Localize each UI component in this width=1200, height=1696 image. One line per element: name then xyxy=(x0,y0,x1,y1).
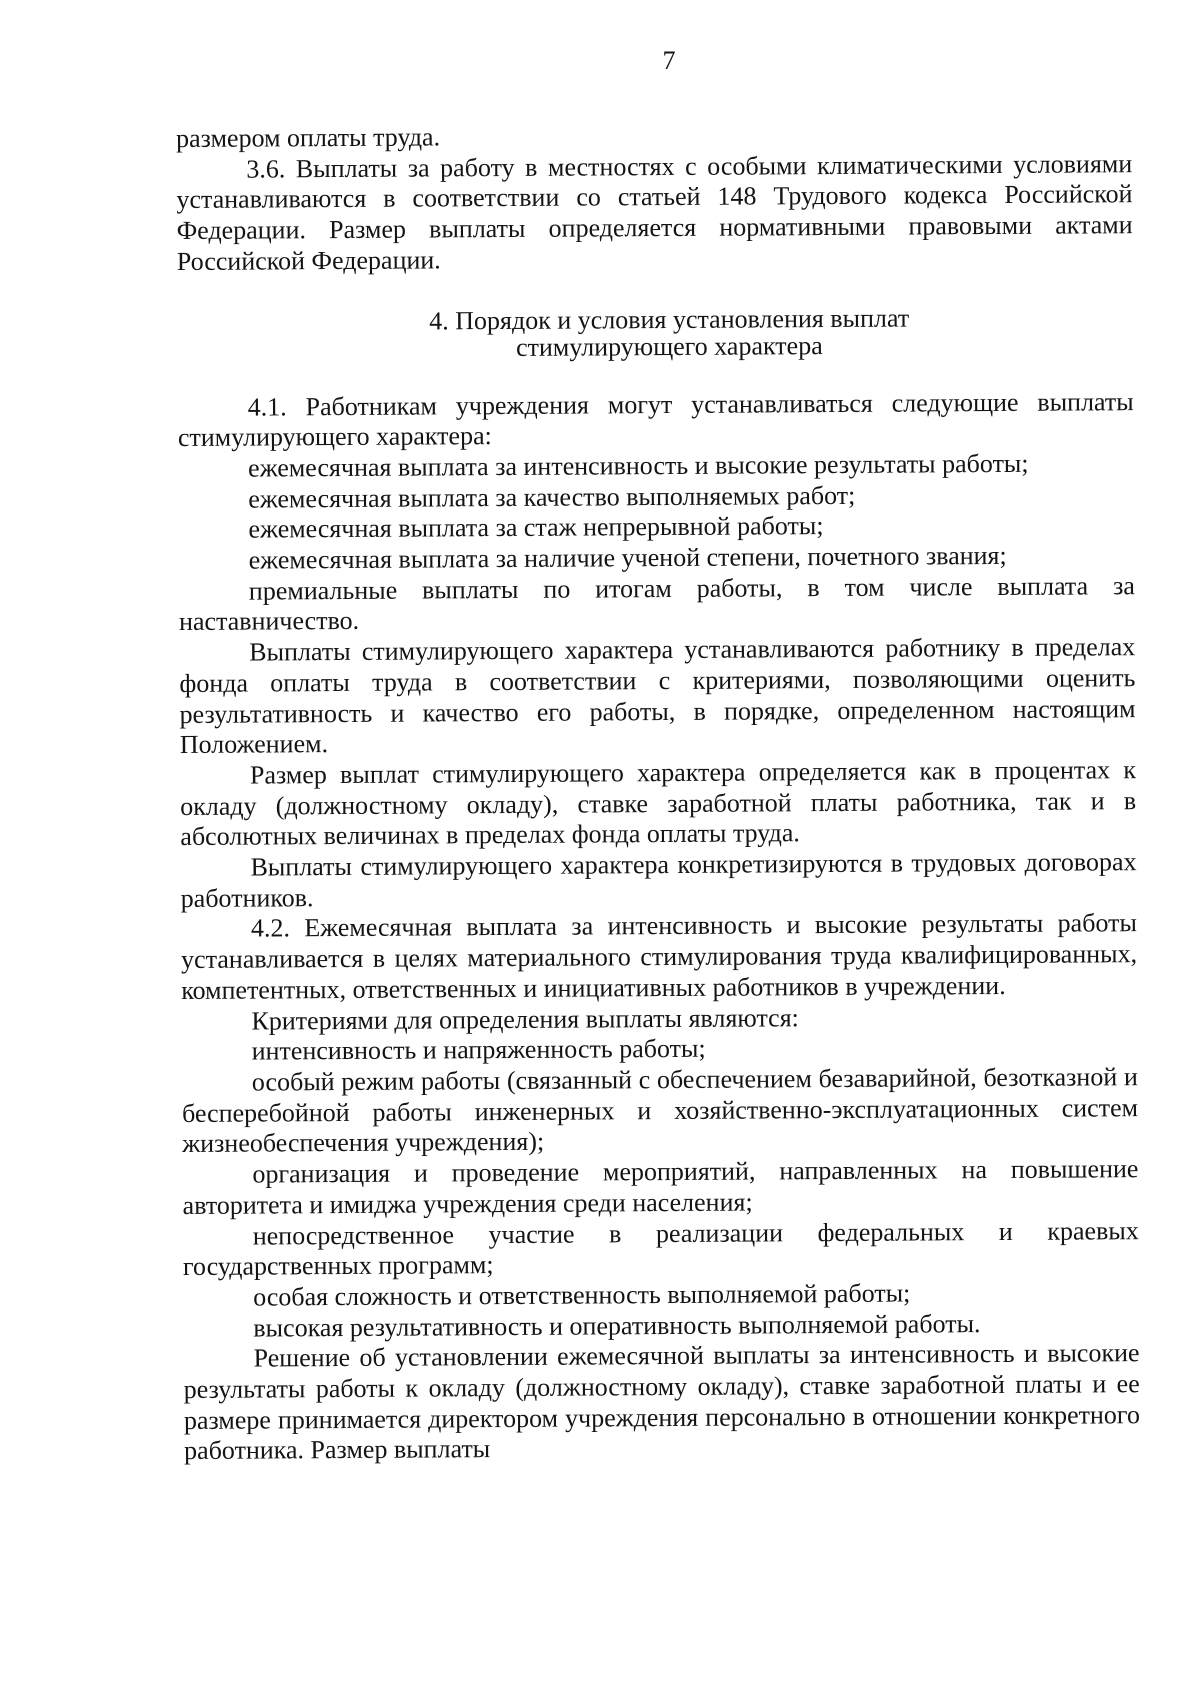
list-item: особая сложность и ответственность выполняемой работы; xyxy=(253,1278,911,1312)
list-item: особый режим работы (связанный с обеспечением безаварийной, безотказной и бесперебойной работы инженерных и хозяйственно-эксплуатационных систем жизнеобеспечения учреждения); xyxy=(181,1062,1139,1159)
section-heading-4 xyxy=(177,303,1133,363)
list-item: организация и проведение мероприятий, направленных на повышение авторитета и имиджа учреждения среди населения; xyxy=(182,1154,1139,1220)
paragraph-contracts: Выплаты стимулирующего характера конкретизируются в трудовых договорах работников. xyxy=(180,847,1137,913)
page-number: 7 xyxy=(662,46,676,75)
payments-list xyxy=(178,448,1135,638)
paragraph-criteria-intro: Критериями для определения выплаты являются: xyxy=(251,1002,799,1036)
section-heading-line-2: стимулирующего характера xyxy=(515,330,823,362)
list-item: непосредственное участие в реализации федеральных и краевых государственных программ; xyxy=(182,1215,1139,1282)
paragraph-size: Размер выплат стимулирующего характера определяется как в процентах к окладу (должностному окладу), ставке заработной платы работника, так и в абсолютных величинах в пределах фонда оплаты труда. xyxy=(180,755,1137,852)
list-item: ежемесячная выплата за интенсивность и высокие результаты работы; xyxy=(248,448,1029,483)
list-item: ежемесячная выплата за наличие ученой степени, почетного звания; xyxy=(248,540,1007,575)
list-item: ежемесячная выплата за качество выполняемых работ; xyxy=(248,480,856,514)
paragraph-4-2: 4.2. Ежемесячная выплата за интенсивность и высокие результаты работы устанавливается в целях материального стимулирования труда квалифицированных, компетентных, ответственных и инициативных работников в учреждении. xyxy=(181,908,1138,1005)
paragraph-continuation: размером оплаты труда. xyxy=(176,122,441,153)
paragraph-4-1: 4.1. Работникам учреждения могут устанавливаться следующие выплаты стимулирующего характера: xyxy=(177,386,1134,453)
document-body xyxy=(176,118,1140,1467)
list-item: высокая результативность и оперативность выполняемой работы. xyxy=(253,1308,981,1343)
list-item: ежемесячная выплата за стаж непрерывной работы; xyxy=(248,511,824,544)
section-heading-line-1: 4. Порядок и условия установления выплат xyxy=(429,303,910,335)
paragraph-fund: Выплаты стимулирующего характера устанавливаются работнику в пределах фонда оплаты труда в соответствии с критериями, позволяющими оценить результативность и качество его работы, в порядке, определенном настоящим Положением. xyxy=(179,632,1136,760)
list-item: премиальные выплаты по итогам работы, в том числе выплата за наставничество. xyxy=(178,570,1135,637)
paragraph-decision: Решение об установлении ежемесячной выплаты за интенсивность и высокие результаты работы к окладу (должностному окладу), ставке заработной платы и ее размере принимается директором учреждения персонально в отношении конкретного работника. Размер выплаты xyxy=(183,1338,1140,1466)
criteria-list xyxy=(182,1031,1140,1344)
list-item: интенсивность и напряженность работы; xyxy=(251,1034,706,1066)
paragraph-3-6: 3.6. Выплаты за работу в местностях с особыми климатическими условиями устанавливаются в соответствии со статьей 148 Трудового кодекса Российской Федерации. Размер выплаты определяется нормативными правовыми актами Российской Федерации. xyxy=(176,148,1133,276)
